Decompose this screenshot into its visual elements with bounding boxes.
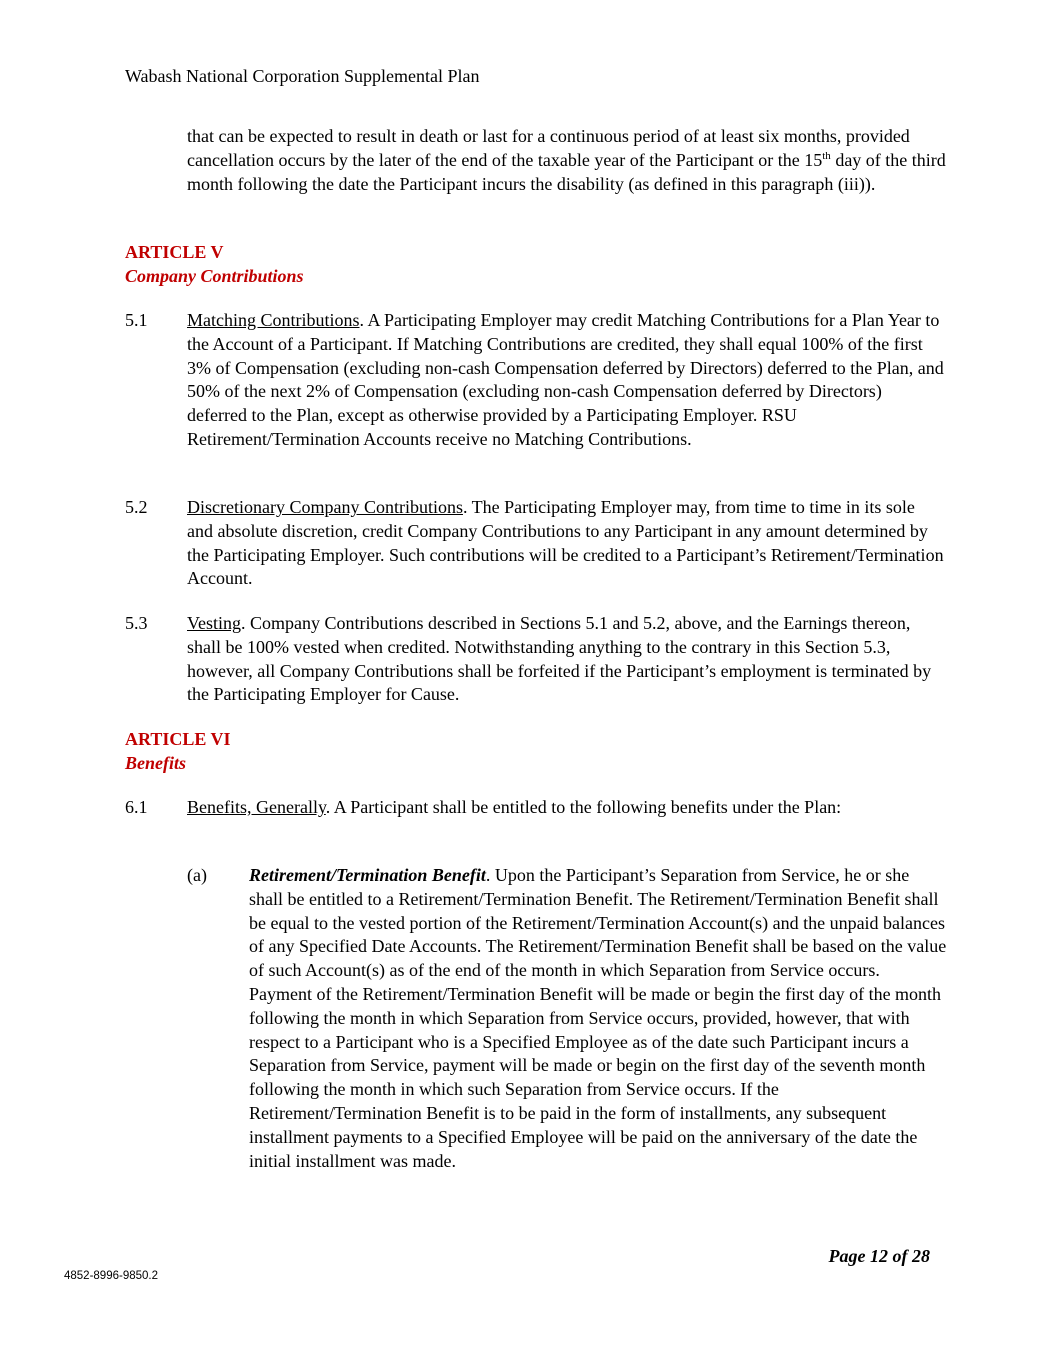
section-number: 5.3 <box>125 613 148 633</box>
section-5-2 <box>125 496 945 591</box>
section-5-1 <box>125 309 945 452</box>
section-heading: Matching Contributions <box>187 310 360 330</box>
section-number: 6.1 <box>125 797 148 817</box>
section-heading: Vesting <box>187 613 241 633</box>
section-text: . A Participating Employer may credit Matching Contributions for a Plan Year to the Account of a Participant. If Matching Contributions are credited, they shall equal 100% of the first 3% of Compensation (excluding non-cash Compensation deferred by Directors) deferred to the Plan, and 50% of the next 2% of Compensation (excluding non-cash Compensation deferred by Directors) deferred to the Plan, except as otherwise provided by a Participating Employer. RSU Retirement/Termination Accounts receive no Matching Contributions. <box>187 310 944 449</box>
subsection-text: . Upon the Participant’s Separation from Service, he or she shall be entitled to a Retirement/Termination Benefit. The Retirement/Termination Benefit shall be equal to the vested portion of the Retirement/Termination Account(s) and the unpaid balances of any Specified Date Accounts. The Retirement/Termination Benefit shall be based on the value of such Account(s) as of the end of the month in which Separation from Service occurs. Payment of the Retirement/Termination Benefit will be made or begin the first day of the month following the month in which Separation from Service occurs, provided, however, that with respect to a Participant who is a Specified Employee as of the date such Participant incurs a Separation from Service, payment will be made or begin on the first day of the seventh month following the month in which such Separation from Service occurs. If the Retirement/Termination Benefit is to be paid in the form of installments, any subsequent installment payments to a Specified Employee will be paid on the anniversary of the date the initial installment was made. <box>249 865 947 1171</box>
document-id: 4852-8996-9850.2 <box>64 1270 158 1282</box>
section-text: . The Participating Employer may, from time to time in its sole and absolute discretion, credit Company Contributions to any Participant in any amount determined by the Participating Employer. Such contributions will be credited to a Participant’s Retirement/Termination Account. <box>187 497 944 589</box>
page-number: Page 12 of 28 <box>828 1246 930 1266</box>
section-number: 5.1 <box>125 310 148 330</box>
section-number: 5.2 <box>125 497 148 517</box>
section-6-1 <box>125 796 945 820</box>
article-vi-title: ARTICLE VI <box>125 729 231 749</box>
continued-text-part-1: that can be expected to result in death or last for a continuous period of at least six months, provided cancellation occurs by the later of the end of the taxable year of the Participant or the 15 <box>187 126 910 170</box>
subsection-letter: (a) <box>187 865 207 885</box>
section-body <box>187 496 945 591</box>
section-body <box>187 612 945 707</box>
article-v-subtitle: Company Contributions <box>125 265 304 286</box>
section-5-3 <box>125 612 945 707</box>
section-text: . A Participant shall be entitled to the following benefits under the Plan: <box>325 797 842 817</box>
running-header: Wabash National Corporation Supplemental Plan <box>125 66 480 86</box>
article-v-heading <box>125 241 304 289</box>
section-body <box>187 309 945 452</box>
section-body <box>187 796 945 820</box>
subsection-body <box>249 864 947 1173</box>
article-vi-subtitle: Benefits <box>125 752 186 773</box>
section-heading: Discretionary Company Contributions <box>187 497 463 517</box>
section-heading: Benefits, Generally <box>187 797 326 817</box>
ordinal-suffix: th <box>822 149 831 162</box>
subsection-heading: Retirement/Termination Benefit <box>249 865 486 885</box>
section-text: . Company Contributions described in Sections 5.1 and 5.2, above, and the Earnings thereon, shall be 100% vested when credited. Notwithstanding anything to the contrary in this Section 5.3, however, all Company Contributions shall be forfeited if the Participant’s employment is terminated by the Participating Employer for Cause. <box>187 613 932 705</box>
article-vi-heading <box>125 728 231 776</box>
continued-paragraph <box>187 125 947 196</box>
continued-text-part-2: day of the third month following the date the Participant incurs the disability (as defined in this paragraph (iii)). <box>187 149 946 194</box>
subsection-a <box>187 864 947 1173</box>
article-v-title: ARTICLE V <box>125 242 224 262</box>
